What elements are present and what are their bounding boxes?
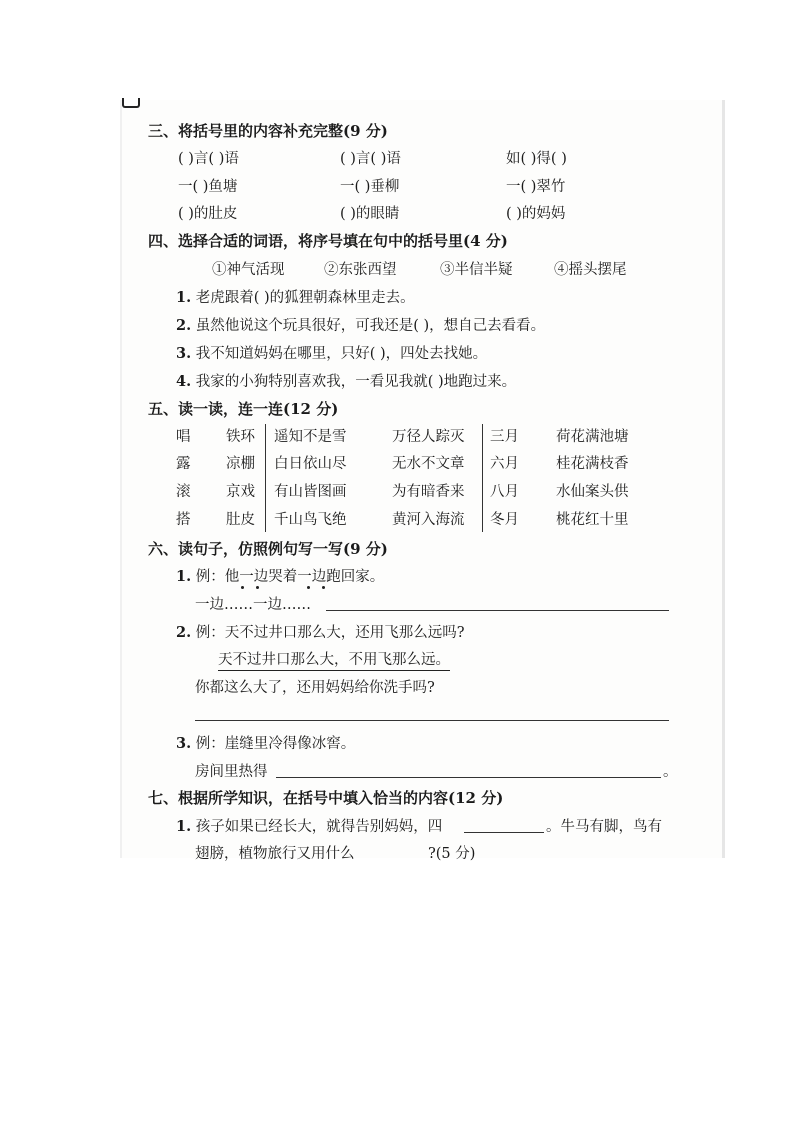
emphasis-dot [322, 586, 325, 589]
question-text: 例：天不过井口那么大，还用飞那么远吗? [195, 625, 465, 641]
match-flower: 荷花满池塘 [556, 429, 629, 445]
match-word: 露 [176, 456, 191, 472]
s4-question-2 [176, 317, 545, 335]
option-item: ④摇头摆尾 [554, 262, 627, 278]
section-5-title: 五、读一读，连一连(12 分) [148, 400, 339, 418]
s3-item: ( )言( )语 [178, 151, 239, 167]
match-poem: 白日依山尽 [274, 456, 347, 472]
divider [265, 424, 266, 532]
question-text: 老虎跟着( )的狐狸朝森林里走去。 [195, 290, 415, 306]
s3-item: ( )的眼睛 [340, 206, 400, 222]
match-poem: 为有暗香来 [392, 484, 465, 500]
question-text: 例：崖缝里冷得像冰窖。 [195, 736, 356, 752]
section-4-title: 四、选择合适的词语，将序号填在句中的括号里(4 分) [148, 232, 508, 250]
match-month: 八月 [490, 484, 519, 500]
match-word: 凉棚 [226, 456, 255, 472]
match-month: 冬月 [490, 512, 519, 528]
match-flower: 桃花红十里 [556, 512, 629, 528]
question-text: 虽然他说这个玩具很好，可我还是( )，想自己去看看。 [195, 318, 546, 334]
s3-item: ( )言( )语 [340, 151, 401, 167]
emphasis-dot [241, 586, 244, 589]
option-item: ③半信半疑 [440, 262, 513, 278]
match-month: 六月 [490, 456, 519, 472]
match-month: 三月 [490, 429, 519, 445]
s3-item: 一( )翠竹 [506, 179, 566, 195]
match-word: 京戏 [226, 484, 255, 500]
s7-question-1-cont: 。牛马有脚，鸟有 [546, 819, 662, 835]
question-text: 孩子如果已经长大，就得告别妈妈，四 [195, 819, 443, 835]
s3-item: 一( )垂柳 [340, 179, 400, 195]
s3-item: ( )的肚皮 [178, 206, 238, 222]
section-3-title: 三、将括号里的内容补充完整(9 分) [148, 122, 388, 140]
question-number: 1. [176, 289, 192, 306]
question-number: 1. [176, 818, 192, 835]
s6-prompt-1: 一边……一边…… [195, 597, 311, 613]
corner-mark [122, 98, 140, 108]
emphasis-dot [307, 586, 310, 589]
question-number: 3. [176, 735, 192, 752]
section-7-title: 七、根据所学知识，在括号中填入恰当的内容(12 分) [148, 789, 504, 807]
s7-question-1 [176, 818, 442, 836]
s3-item: 一( )鱼塘 [178, 179, 238, 195]
emphasis-dot [256, 586, 259, 589]
question-number: 3. [176, 345, 192, 362]
match-flower: 水仙案头供 [556, 484, 629, 500]
answer-line [195, 720, 669, 721]
section-6-title: 六、读句子，仿照例句写一写(9 分) [148, 540, 388, 558]
answer-line [276, 777, 661, 778]
s6-prompt-3-end: 。 [663, 764, 678, 780]
s7-question-1-score: ?(5 分) [428, 846, 476, 862]
match-flower: 桂花满枝香 [556, 456, 629, 472]
s4-question-1 [176, 289, 415, 307]
question-number: 1. [176, 568, 192, 585]
question-number: 2. [176, 624, 192, 641]
question-text: 我不知道妈妈在哪里，只好( )，四处去找她。 [195, 346, 488, 362]
s6-example-answer: 天不过井口那么大，不用飞那么远。 [218, 651, 450, 671]
divider [482, 424, 483, 532]
question-number: 4. [176, 373, 192, 390]
answer-line [326, 610, 669, 611]
match-word: 铁环 [226, 429, 255, 445]
match-word: 肚皮 [226, 512, 255, 528]
option-item: ①神气活现 [212, 262, 285, 278]
match-word: 搭 [176, 512, 191, 528]
s4-question-3 [176, 345, 487, 363]
s7-question-1-line2: 翅膀，植物旅行又用什么 [195, 846, 355, 862]
match-poem: 无水不文章 [392, 456, 465, 472]
match-poem: 千山鸟飞绝 [274, 512, 347, 528]
match-poem: 有山皆图画 [274, 484, 347, 500]
match-word: 滚 [176, 484, 191, 500]
s4-question-4 [176, 373, 516, 391]
question-text: 例：他一边哭着一边跑回家。 [195, 569, 385, 585]
question-number: 2. [176, 317, 192, 334]
answer-line [464, 832, 544, 833]
match-poem: 遥知不是雪 [274, 429, 347, 445]
s6-question-2 [176, 624, 465, 642]
match-poem: 黄河入海流 [392, 512, 465, 528]
match-word: 唱 [176, 429, 191, 445]
s6-question-1 [176, 568, 384, 586]
match-poem: 万径人踪灭 [392, 429, 465, 445]
s3-item: 如( )得( ) [506, 151, 567, 167]
s6-task-2: 你都这么大了，还用妈妈给你洗手吗? [195, 680, 435, 696]
question-text: 我家的小狗特别喜欢我，一看见我就( )地跑过来。 [195, 374, 517, 390]
s6-question-3 [176, 735, 355, 753]
option-item: ②东张西望 [324, 262, 397, 278]
s3-item: ( )的妈妈 [506, 206, 566, 222]
s6-prompt-3: 房间里热得 [195, 764, 268, 780]
